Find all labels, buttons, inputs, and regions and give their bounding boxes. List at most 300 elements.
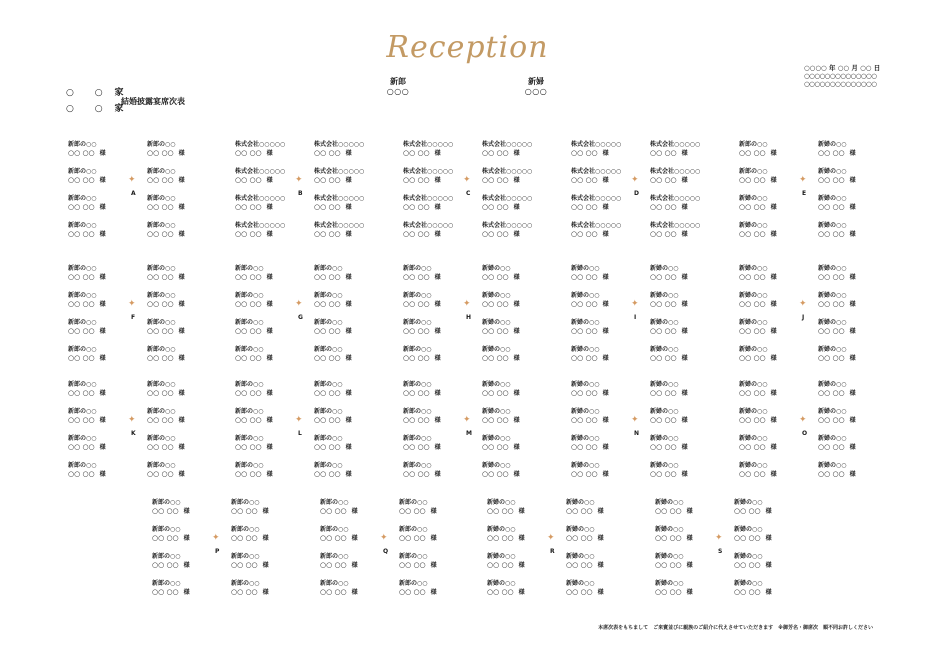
guest-name-line <box>739 203 777 212</box>
family-1-suffix: 家 <box>114 88 124 98</box>
guest-entry <box>314 381 352 398</box>
guest-name: ○○ ○○ <box>650 327 677 335</box>
guest-entry <box>650 408 688 425</box>
guest-entry <box>235 381 273 398</box>
honorific: 様 <box>178 177 185 184</box>
guest-relation: 新郎の○○ <box>403 346 432 353</box>
guest-relation: 新郎の○○ <box>68 381 97 388</box>
honorific: 様 <box>770 417 777 424</box>
guest-name: ○○ ○○ <box>235 300 262 308</box>
guest-name-line <box>734 534 772 543</box>
guest-name: ○○ ○○ <box>235 470 262 478</box>
guest-name: ○○ ○○ <box>403 149 430 157</box>
guest-relation: 新郎の○○ <box>147 319 176 326</box>
guest-entry <box>739 141 777 158</box>
guest-entry <box>650 222 700 239</box>
guest-name-line <box>655 534 693 543</box>
guest-name-line <box>68 300 106 309</box>
honorific: 様 <box>266 274 273 281</box>
guest-name: ○○ ○○ <box>314 176 341 184</box>
guest-name-line <box>403 203 453 212</box>
guest-entry <box>739 222 777 239</box>
guest-name-line <box>650 176 700 185</box>
honorific: 様 <box>770 301 777 308</box>
guest-relation: 新婦の○○ <box>482 346 511 353</box>
guest-entry <box>818 319 856 336</box>
honorific: 様 <box>99 417 106 424</box>
honorific: 様 <box>345 301 352 308</box>
honorific: 様 <box>434 328 441 335</box>
table <box>571 265 731 375</box>
guest-entry <box>314 292 352 309</box>
honorific: 様 <box>597 535 604 542</box>
honorific: 様 <box>345 231 352 238</box>
guest-name: ○○ ○○ <box>566 561 593 569</box>
guest-name-line <box>403 416 441 425</box>
honorific: 様 <box>434 274 441 281</box>
guest-name-line <box>68 230 106 239</box>
guest-name: ○○ ○○ <box>566 588 593 596</box>
guest-name: ○○ ○○ <box>399 507 426 515</box>
guest-name: ○○ ○○ <box>571 354 598 362</box>
guest-name: ○○ ○○ <box>650 176 677 184</box>
guest-name: ○○ ○○ <box>818 230 845 238</box>
guest-entry <box>734 553 772 570</box>
guest-entry <box>739 195 777 212</box>
guest-name-line <box>734 561 772 570</box>
guest-entry <box>152 526 190 543</box>
guest-relation: 株式会社○○○○○ <box>650 222 701 229</box>
honorific: 様 <box>681 328 688 335</box>
table-star-icon: ✦ <box>128 175 136 185</box>
guest-entry <box>235 265 273 282</box>
guest-entry <box>818 222 856 239</box>
guest-name: ○○ ○○ <box>314 470 341 478</box>
guest-name: ○○ ○○ <box>403 416 430 424</box>
guest-relation: 新郎の○○ <box>399 526 428 533</box>
guest-relation: 新郎の○○ <box>68 292 97 299</box>
honorific: 様 <box>99 355 106 362</box>
guest-name-line <box>231 561 269 570</box>
guest-entry <box>68 435 106 452</box>
guest-name: ○○ ○○ <box>68 416 95 424</box>
guest-entry <box>68 408 106 425</box>
guest-name: ○○ ○○ <box>818 149 845 157</box>
guest-entry <box>487 526 525 543</box>
guest-entry <box>147 265 185 282</box>
honorific: 様 <box>849 204 856 211</box>
guest-relation: 株式会社○○○○○ <box>314 141 365 148</box>
guest-name-line <box>655 588 693 597</box>
guest-entry <box>68 265 106 282</box>
honorific: 様 <box>178 444 185 451</box>
guest-entry <box>650 265 688 282</box>
family-2-name: ○ ○ <box>66 104 112 114</box>
honorific: 様 <box>849 231 856 238</box>
guest-entry <box>314 265 352 282</box>
guest-name: ○○ ○○ <box>235 443 262 451</box>
honorific: 様 <box>178 204 185 211</box>
guest-entry <box>739 292 777 309</box>
honorific: 様 <box>513 390 520 397</box>
guest-relation: 新郎の○○ <box>152 553 181 560</box>
guest-name: ○○ ○○ <box>739 230 766 238</box>
table-star-icon: ✦ <box>799 415 807 425</box>
guest-entry <box>235 222 285 239</box>
honorific: 様 <box>770 471 777 478</box>
guest-name: ○○ ○○ <box>739 443 766 451</box>
guest-name-line <box>650 203 700 212</box>
guest-entry <box>68 292 106 309</box>
guest-name: ○○ ○○ <box>571 416 598 424</box>
table <box>487 499 647 609</box>
guest-name: ○○ ○○ <box>650 470 677 478</box>
footer-note: 本席次表をもちまして ご来賓並びに親族のご紹介に代えさせていただきます ※御芳名・御席次 順不同お許しください <box>598 625 873 631</box>
guest-entry <box>571 462 609 479</box>
guest-name-line <box>314 203 364 212</box>
groom-name: ○○○ <box>386 87 410 96</box>
honorific: 様 <box>266 355 273 362</box>
honorific: 様 <box>849 301 856 308</box>
guest-name: ○○ ○○ <box>147 176 174 184</box>
honorific: 様 <box>434 177 441 184</box>
guest-relation: 新郎の○○ <box>147 141 176 148</box>
guest-name: ○○ ○○ <box>566 507 593 515</box>
guest-name-line <box>68 203 106 212</box>
honorific: 様 <box>602 274 609 281</box>
guest-name: ○○ ○○ <box>739 327 766 335</box>
guest-relation: 新婦の○○ <box>482 435 511 442</box>
guest-relation: 新婦の○○ <box>650 435 679 442</box>
honorific: 様 <box>434 471 441 478</box>
guest-relation: 新郎の○○ <box>235 265 264 272</box>
guest-name: ○○ ○○ <box>739 470 766 478</box>
honorific: 様 <box>849 328 856 335</box>
guest-entry <box>482 168 532 185</box>
guest-name: ○○ ○○ <box>571 300 598 308</box>
guest-relation: 新婦の○○ <box>650 346 679 353</box>
guest-name: ○○ ○○ <box>650 443 677 451</box>
guest-name: ○○ ○○ <box>235 389 262 397</box>
guest-relation: 新婦の○○ <box>818 435 847 442</box>
honorific: 様 <box>266 471 273 478</box>
honorific: 様 <box>849 150 856 157</box>
guest-entry <box>571 408 609 425</box>
honorific: 様 <box>262 589 269 596</box>
honorific: 様 <box>345 150 352 157</box>
guest-name-line <box>314 300 352 309</box>
guest-name: ○○ ○○ <box>403 300 430 308</box>
honorific: 様 <box>518 535 525 542</box>
table <box>655 499 815 609</box>
guest-entry <box>68 381 106 398</box>
guest-entry <box>235 346 273 363</box>
honorific: 様 <box>266 177 273 184</box>
honorific: 様 <box>770 177 777 184</box>
guest-name: ○○ ○○ <box>818 443 845 451</box>
guest-entry <box>739 381 777 398</box>
guest-relation: 新郎の○○ <box>314 292 343 299</box>
honorific: 様 <box>681 417 688 424</box>
honorific: 様 <box>99 390 106 397</box>
honorific: 様 <box>434 150 441 157</box>
guest-name-line <box>650 273 688 282</box>
guest-name-line <box>482 203 532 212</box>
guest-entry <box>818 462 856 479</box>
guest-entry <box>403 462 441 479</box>
honorific: 様 <box>266 301 273 308</box>
guest-name-line <box>818 416 856 425</box>
guest-name: ○○ ○○ <box>235 354 262 362</box>
honorific: 様 <box>513 231 520 238</box>
guest-relation: 新郎の○○ <box>403 319 432 326</box>
honorific: 様 <box>178 328 185 335</box>
guest-name: ○○ ○○ <box>152 534 179 542</box>
guest-name-line <box>571 300 609 309</box>
guest-relation: 新郎の○○ <box>235 408 264 415</box>
guest-name: ○○ ○○ <box>68 273 95 281</box>
guest-name: ○○ ○○ <box>235 230 262 238</box>
guest-entry <box>482 462 520 479</box>
guest-name: ○○ ○○ <box>68 443 95 451</box>
honorific: 様 <box>178 417 185 424</box>
guest-name: ○○ ○○ <box>320 534 347 542</box>
guest-name-line <box>231 534 269 543</box>
guest-entry <box>399 499 437 516</box>
guest-entry <box>403 222 453 239</box>
guest-entry <box>482 346 520 363</box>
honorific: 様 <box>266 204 273 211</box>
guest-relation: 新郎の○○ <box>403 435 432 442</box>
guest-name: ○○ ○○ <box>818 300 845 308</box>
guest-name-line <box>147 273 185 282</box>
guest-relation: 新婦の○○ <box>482 462 511 469</box>
guest-name: ○○ ○○ <box>482 149 509 157</box>
guest-name-line <box>235 203 285 212</box>
honorific: 様 <box>597 508 604 515</box>
honorific: 様 <box>686 508 693 515</box>
guest-name-line <box>818 149 856 158</box>
guest-name: ○○ ○○ <box>818 470 845 478</box>
guest-relation: 新婦の○○ <box>566 580 595 587</box>
guest-name-line <box>818 389 856 398</box>
honorific: 様 <box>183 589 190 596</box>
table-label: G <box>298 314 303 321</box>
honorific: 様 <box>345 204 352 211</box>
guest-name: ○○ ○○ <box>655 561 682 569</box>
honorific: 様 <box>602 177 609 184</box>
honorific: 様 <box>266 150 273 157</box>
guest-entry <box>482 408 520 425</box>
guest-name-line <box>147 149 185 158</box>
guest-relation: 新婦の○○ <box>818 265 847 272</box>
table <box>571 381 731 491</box>
guest-relation: 新郎の○○ <box>314 408 343 415</box>
table-star-icon: ✦ <box>715 533 723 543</box>
honorific: 様 <box>602 471 609 478</box>
guest-relation: 新郎の○○ <box>68 265 97 272</box>
guest-name: ○○ ○○ <box>68 300 95 308</box>
guest-name: ○○ ○○ <box>482 273 509 281</box>
guest-name-line <box>650 470 688 479</box>
guest-entry <box>482 195 532 212</box>
guest-entry <box>399 553 437 570</box>
table-star-icon: ✦ <box>128 415 136 425</box>
guest-entry <box>68 195 106 212</box>
table-star-icon: ✦ <box>631 175 639 185</box>
guest-entry <box>314 195 364 212</box>
guest-name-line <box>231 507 269 516</box>
guest-relation: 新郎の○○ <box>314 435 343 442</box>
guest-name-line <box>399 561 437 570</box>
honorific: 様 <box>681 355 688 362</box>
guest-entry <box>147 168 185 185</box>
guest-entry <box>403 168 453 185</box>
honorific: 様 <box>513 444 520 451</box>
guest-entry <box>147 408 185 425</box>
guest-name-line <box>320 534 358 543</box>
guest-name-line <box>235 230 285 239</box>
guest-relation: 新郎の○○ <box>314 346 343 353</box>
guest-entry <box>566 553 604 570</box>
honorific: 様 <box>765 589 772 596</box>
guest-entry <box>403 346 441 363</box>
guest-entry <box>320 553 358 570</box>
guest-name: ○○ ○○ <box>403 470 430 478</box>
guest-name-line <box>650 300 688 309</box>
honorific: 様 <box>518 562 525 569</box>
guest-name: ○○ ○○ <box>147 354 174 362</box>
guest-relation: 新郎の○○ <box>403 265 432 272</box>
guest-relation: 新婦の○○ <box>739 292 768 299</box>
guest-name: ○○ ○○ <box>487 561 514 569</box>
guest-relation: 新婦の○○ <box>487 553 516 560</box>
guest-relation: 新郎の○○ <box>152 499 181 506</box>
honorific: 様 <box>266 328 273 335</box>
honorific: 様 <box>597 562 604 569</box>
table <box>320 499 480 609</box>
guest-name: ○○ ○○ <box>314 203 341 211</box>
guest-relation: 新郎の○○ <box>403 408 432 415</box>
guest-relation: 新郎の○○ <box>314 319 343 326</box>
guest-entry <box>482 292 520 309</box>
guest-name: ○○ ○○ <box>147 327 174 335</box>
guest-entry <box>152 580 190 597</box>
guest-relation: 株式会社○○○○○ <box>482 141 533 148</box>
guest-name-line <box>403 389 441 398</box>
guest-entry <box>571 265 609 282</box>
guest-relation: 新婦の○○ <box>487 499 516 506</box>
guest-name-line <box>571 230 621 239</box>
guest-entry <box>650 462 688 479</box>
guest-name: ○○ ○○ <box>320 507 347 515</box>
honorific: 様 <box>434 301 441 308</box>
honorific: 様 <box>681 444 688 451</box>
bride-name: ○○○ <box>524 87 548 96</box>
guest-name: ○○ ○○ <box>235 273 262 281</box>
table-label: A <box>131 190 136 197</box>
guest-name: ○○ ○○ <box>818 354 845 362</box>
table <box>739 265 899 375</box>
guest-relation: 新婦の○○ <box>487 580 516 587</box>
guest-entry <box>482 222 532 239</box>
guest-entry <box>147 462 185 479</box>
guest-name-line <box>320 588 358 597</box>
guest-name: ○○ ○○ <box>147 416 174 424</box>
guest-name: ○○ ○○ <box>818 176 845 184</box>
honorific: 様 <box>602 417 609 424</box>
guest-entry <box>739 462 777 479</box>
guest-entry <box>231 580 269 597</box>
guest-name-line <box>399 507 437 516</box>
guest-entry <box>818 168 856 185</box>
guest-relation: 新婦の○○ <box>818 168 847 175</box>
guest-relation: 株式会社○○○○○ <box>403 141 454 148</box>
guest-relation: 新郎の○○ <box>147 292 176 299</box>
guest-name: ○○ ○○ <box>68 354 95 362</box>
guest-name-line <box>147 203 185 212</box>
guest-name-line <box>739 354 777 363</box>
table <box>235 265 395 375</box>
guest-entry <box>231 499 269 516</box>
guest-entry <box>566 580 604 597</box>
guest-name-line <box>403 443 441 452</box>
honorific: 様 <box>183 562 190 569</box>
honorific: 様 <box>513 150 520 157</box>
table-label: J <box>802 314 805 321</box>
guest-name-line <box>739 230 777 239</box>
guest-relation: 株式会社○○○○○ <box>650 141 701 148</box>
guest-relation: 新婦の○○ <box>571 435 600 442</box>
honorific: 様 <box>602 231 609 238</box>
guest-relation: 新郎の○○ <box>231 580 260 587</box>
honorific: 様 <box>430 535 437 542</box>
table-label: I <box>634 314 637 321</box>
guest-name: ○○ ○○ <box>739 176 766 184</box>
guest-name-line <box>739 300 777 309</box>
guest-name: ○○ ○○ <box>571 327 598 335</box>
guest-relation: 新郎の○○ <box>314 381 343 388</box>
honorific: 様 <box>513 177 520 184</box>
guest-relation: 新婦の○○ <box>818 346 847 353</box>
guest-name-line <box>314 389 352 398</box>
guest-name: ○○ ○○ <box>482 389 509 397</box>
guest-name-line <box>314 149 364 158</box>
guest-relation: 新郎の○○ <box>147 381 176 388</box>
guest-relation: 新郎の○○ <box>235 346 264 353</box>
family-line-2 <box>66 101 123 114</box>
guest-entry <box>320 499 358 516</box>
guest-entry <box>566 526 604 543</box>
guest-relation: 新郎の○○ <box>399 499 428 506</box>
guest-name-line <box>818 327 856 336</box>
guest-name-line <box>403 230 453 239</box>
guest-name: ○○ ○○ <box>487 588 514 596</box>
guest-name: ○○ ○○ <box>147 230 174 238</box>
guest-name-line <box>314 443 352 452</box>
guest-relation: 新婦の○○ <box>650 319 679 326</box>
guest-entry <box>235 435 273 452</box>
guest-entry <box>571 195 621 212</box>
guest-name: ○○ ○○ <box>147 273 174 281</box>
guest-name: ○○ ○○ <box>68 470 95 478</box>
guest-entry <box>482 435 520 452</box>
guest-name: ○○ ○○ <box>739 354 766 362</box>
guest-entry <box>152 499 190 516</box>
guest-name-line <box>399 588 437 597</box>
guest-name: ○○ ○○ <box>482 470 509 478</box>
guest-relation: 新郎の○○ <box>147 265 176 272</box>
